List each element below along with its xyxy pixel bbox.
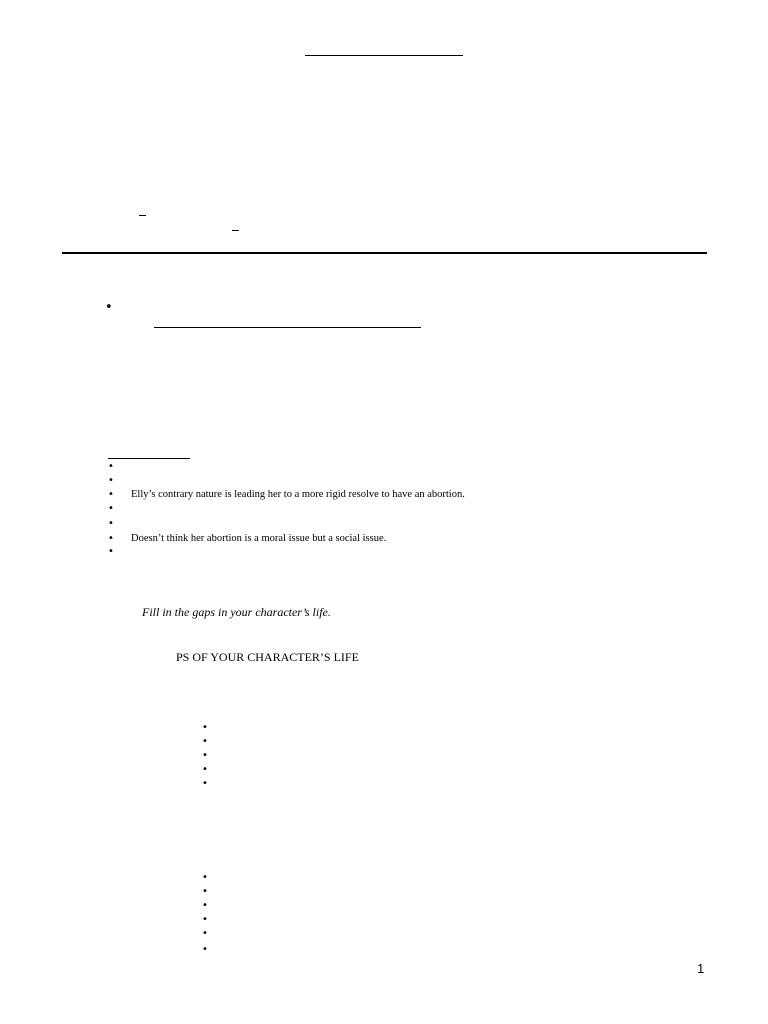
bullet-icon: • (202, 736, 208, 747)
bullet-icon: • (108, 489, 114, 500)
blank-underline (108, 458, 190, 459)
bullet-icon: • (202, 944, 208, 955)
bullet-icon: • (202, 750, 208, 761)
title-underline (305, 55, 463, 56)
list-item: Elly’s contrary nature is leading her to a more rigid resolve to have an abortion. (131, 489, 465, 500)
bullet-icon: • (202, 872, 208, 883)
underscore-mark (139, 215, 146, 216)
underscore-mark (232, 230, 239, 231)
section-heading: PS OF YOUR CHARACTER’S LIFE (176, 650, 359, 664)
bullet-icon: • (105, 300, 113, 315)
list-item: Doesn’t think her abortion is a moral issue but a social issue. (131, 533, 387, 544)
bullet-icon: • (202, 886, 208, 897)
bullet-icon: • (202, 914, 208, 925)
bullet-icon: • (108, 503, 114, 514)
bullet-icon: • (202, 778, 208, 789)
bullet-icon: • (202, 764, 208, 775)
bullet-icon: • (108, 475, 114, 486)
bullet-icon: • (202, 722, 208, 733)
bullet-icon: • (108, 461, 114, 472)
bullet-icon: • (108, 533, 114, 544)
bullet-icon: • (108, 546, 114, 557)
page-number: 1 (697, 961, 705, 976)
bullet-icon: • (108, 518, 114, 529)
bullet-icon: • (202, 900, 208, 911)
blank-underline (154, 327, 421, 328)
horizontal-rule (62, 252, 707, 254)
bullet-icon: • (202, 928, 208, 939)
prompt-text: Fill in the gaps in your character’s life. (142, 605, 331, 619)
